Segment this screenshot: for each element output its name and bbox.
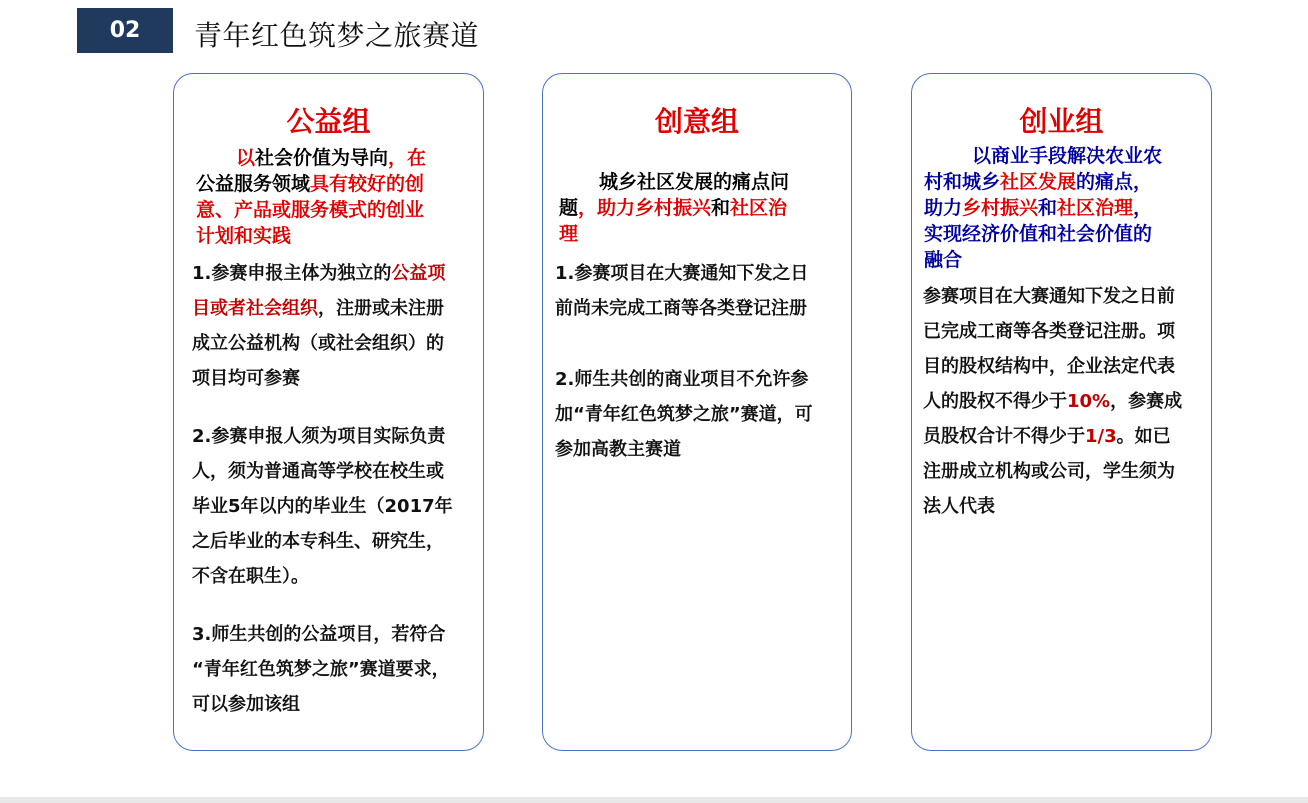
rule-item-1: 参赛项目在大赛通知下发之日前 已完成工商等各类登记注册。项 目的股权结构中，企业法定代表 人的股权不得少于10%，参赛成 员股权合计不得少于1/3。如已 注册成立机构或公司，学生须为 法人代表 — [923, 286, 1183, 517]
section-number-badge — [77, 8, 173, 53]
card-public-welfare — [173, 73, 484, 751]
card-description: 以商业手段解决农业农 村和城乡社区发展的痛点， 助力乡村振兴和社区治理， 实现经济价值和社会价值的 融合 — [924, 145, 1163, 271]
card-description: 以社会价值为导向，在 公益服务领域具有较好的创 意、产品或服务模式的创业 计划和实践 — [196, 147, 427, 247]
rule-item-1: 1.参赛项目在大赛通知下发之日 前尚未完成工商等各类登记注册 — [555, 263, 809, 319]
card-title: 公益组 — [286, 105, 371, 138]
card-title: 创业组 — [1019, 105, 1104, 138]
rule-item-3: 3.师生共创的公益项目，若符合 “青年红色筑梦之旅”赛道要求， 可以参加该组 — [192, 624, 450, 715]
rule-item-1: 1.参赛申报主体为独立的公益项 目或者社会组织，注册或未注册 成立公益机构（或社会组织）的 项目均可参赛 — [192, 263, 446, 389]
page-title: 青年红色筑梦之旅赛道 — [194, 19, 480, 52]
card-title: 创意组 — [654, 105, 739, 138]
card-entrepreneurship — [911, 73, 1212, 751]
bottom-divider — [0, 797, 1308, 803]
rule-item-2: 2.师生共创的商业项目不允许参 加“青年红色筑梦之旅”赛道，可 参加高教主赛道 — [555, 369, 813, 460]
rule-item-2: 2.参赛申报人须为项目实际负责 人，须为普通高等学校在校生或 毕业5年以内的毕业生（2017年 之后毕业的本专科生、研究生， 不含在职生）。 — [192, 426, 453, 587]
card-creative — [542, 73, 852, 751]
card-description: 城乡社区发展的痛点问 题，助力乡村振兴和社区治 理 — [559, 171, 790, 245]
section-number: 02 — [109, 18, 141, 43]
